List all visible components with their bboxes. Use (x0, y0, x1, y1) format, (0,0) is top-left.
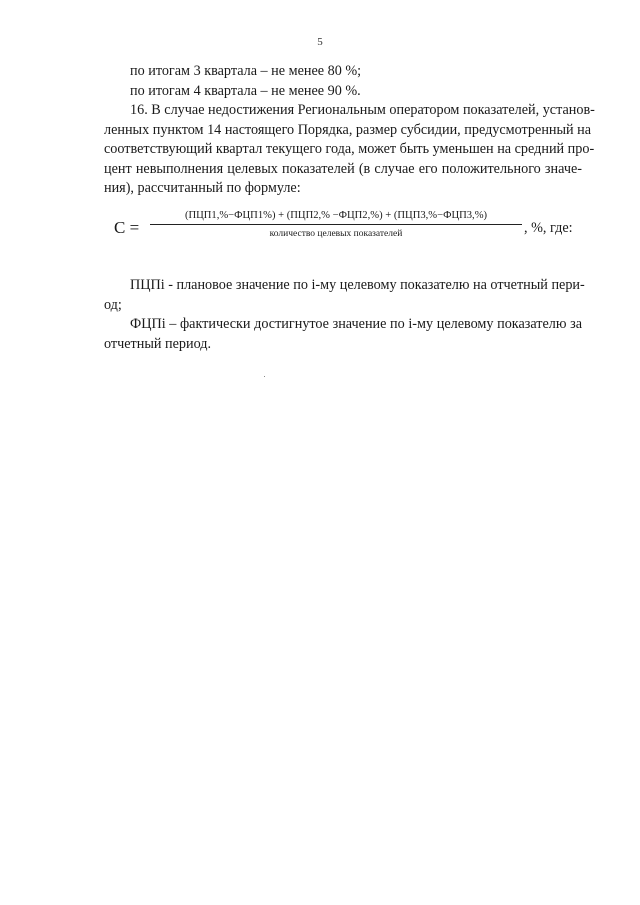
formula (114, 210, 574, 254)
text-line: по итогам 3 квартала – не менее 80 %; (130, 63, 362, 79)
text-line: ния), рассчитанный по формуле: (104, 180, 301, 196)
paragraph-16 (104, 62, 595, 199)
formula-numerator: (ПЦП1,%−ФЦП1%) + (ПЦП2,% −ФЦП2,%) + (ПЦП3,%−ФЦП3,%) (184, 210, 488, 221)
text-line: отчетный период. (104, 335, 212, 352)
definitions (104, 276, 585, 354)
formula-lhs: С = (114, 218, 140, 237)
text-line: ФЦПi – фактически достигнутое значение по i-му целевому показателю за (130, 316, 582, 332)
text-line: ПЦПi - плановое значение по i-му целевому показателю на отчетный пери- (130, 277, 585, 293)
text-line: цент невыполнения целевых показателей (в случае его положительного значе- (104, 160, 582, 177)
formula-fraction (150, 210, 522, 239)
text-line: соответствующий квартал текущего года, может быть уменьшен на средний про- (104, 141, 595, 157)
page-number: 5 (317, 36, 323, 48)
text-line: од; (104, 296, 122, 313)
text-line: по итогам 4 квартала – не менее 90 %. (130, 82, 361, 99)
formula-denominator: количество целевых показателей (269, 229, 403, 239)
scan-speck (264, 376, 265, 377)
text-line: ленных пунктом 14 настоящего Порядка, размер субсидии, предусмотренный на (104, 121, 592, 138)
text-line: 16. В случае недостижения Региональным оператором показателей, установ- (130, 102, 595, 118)
formula-suffix: , %, где: (524, 220, 573, 236)
